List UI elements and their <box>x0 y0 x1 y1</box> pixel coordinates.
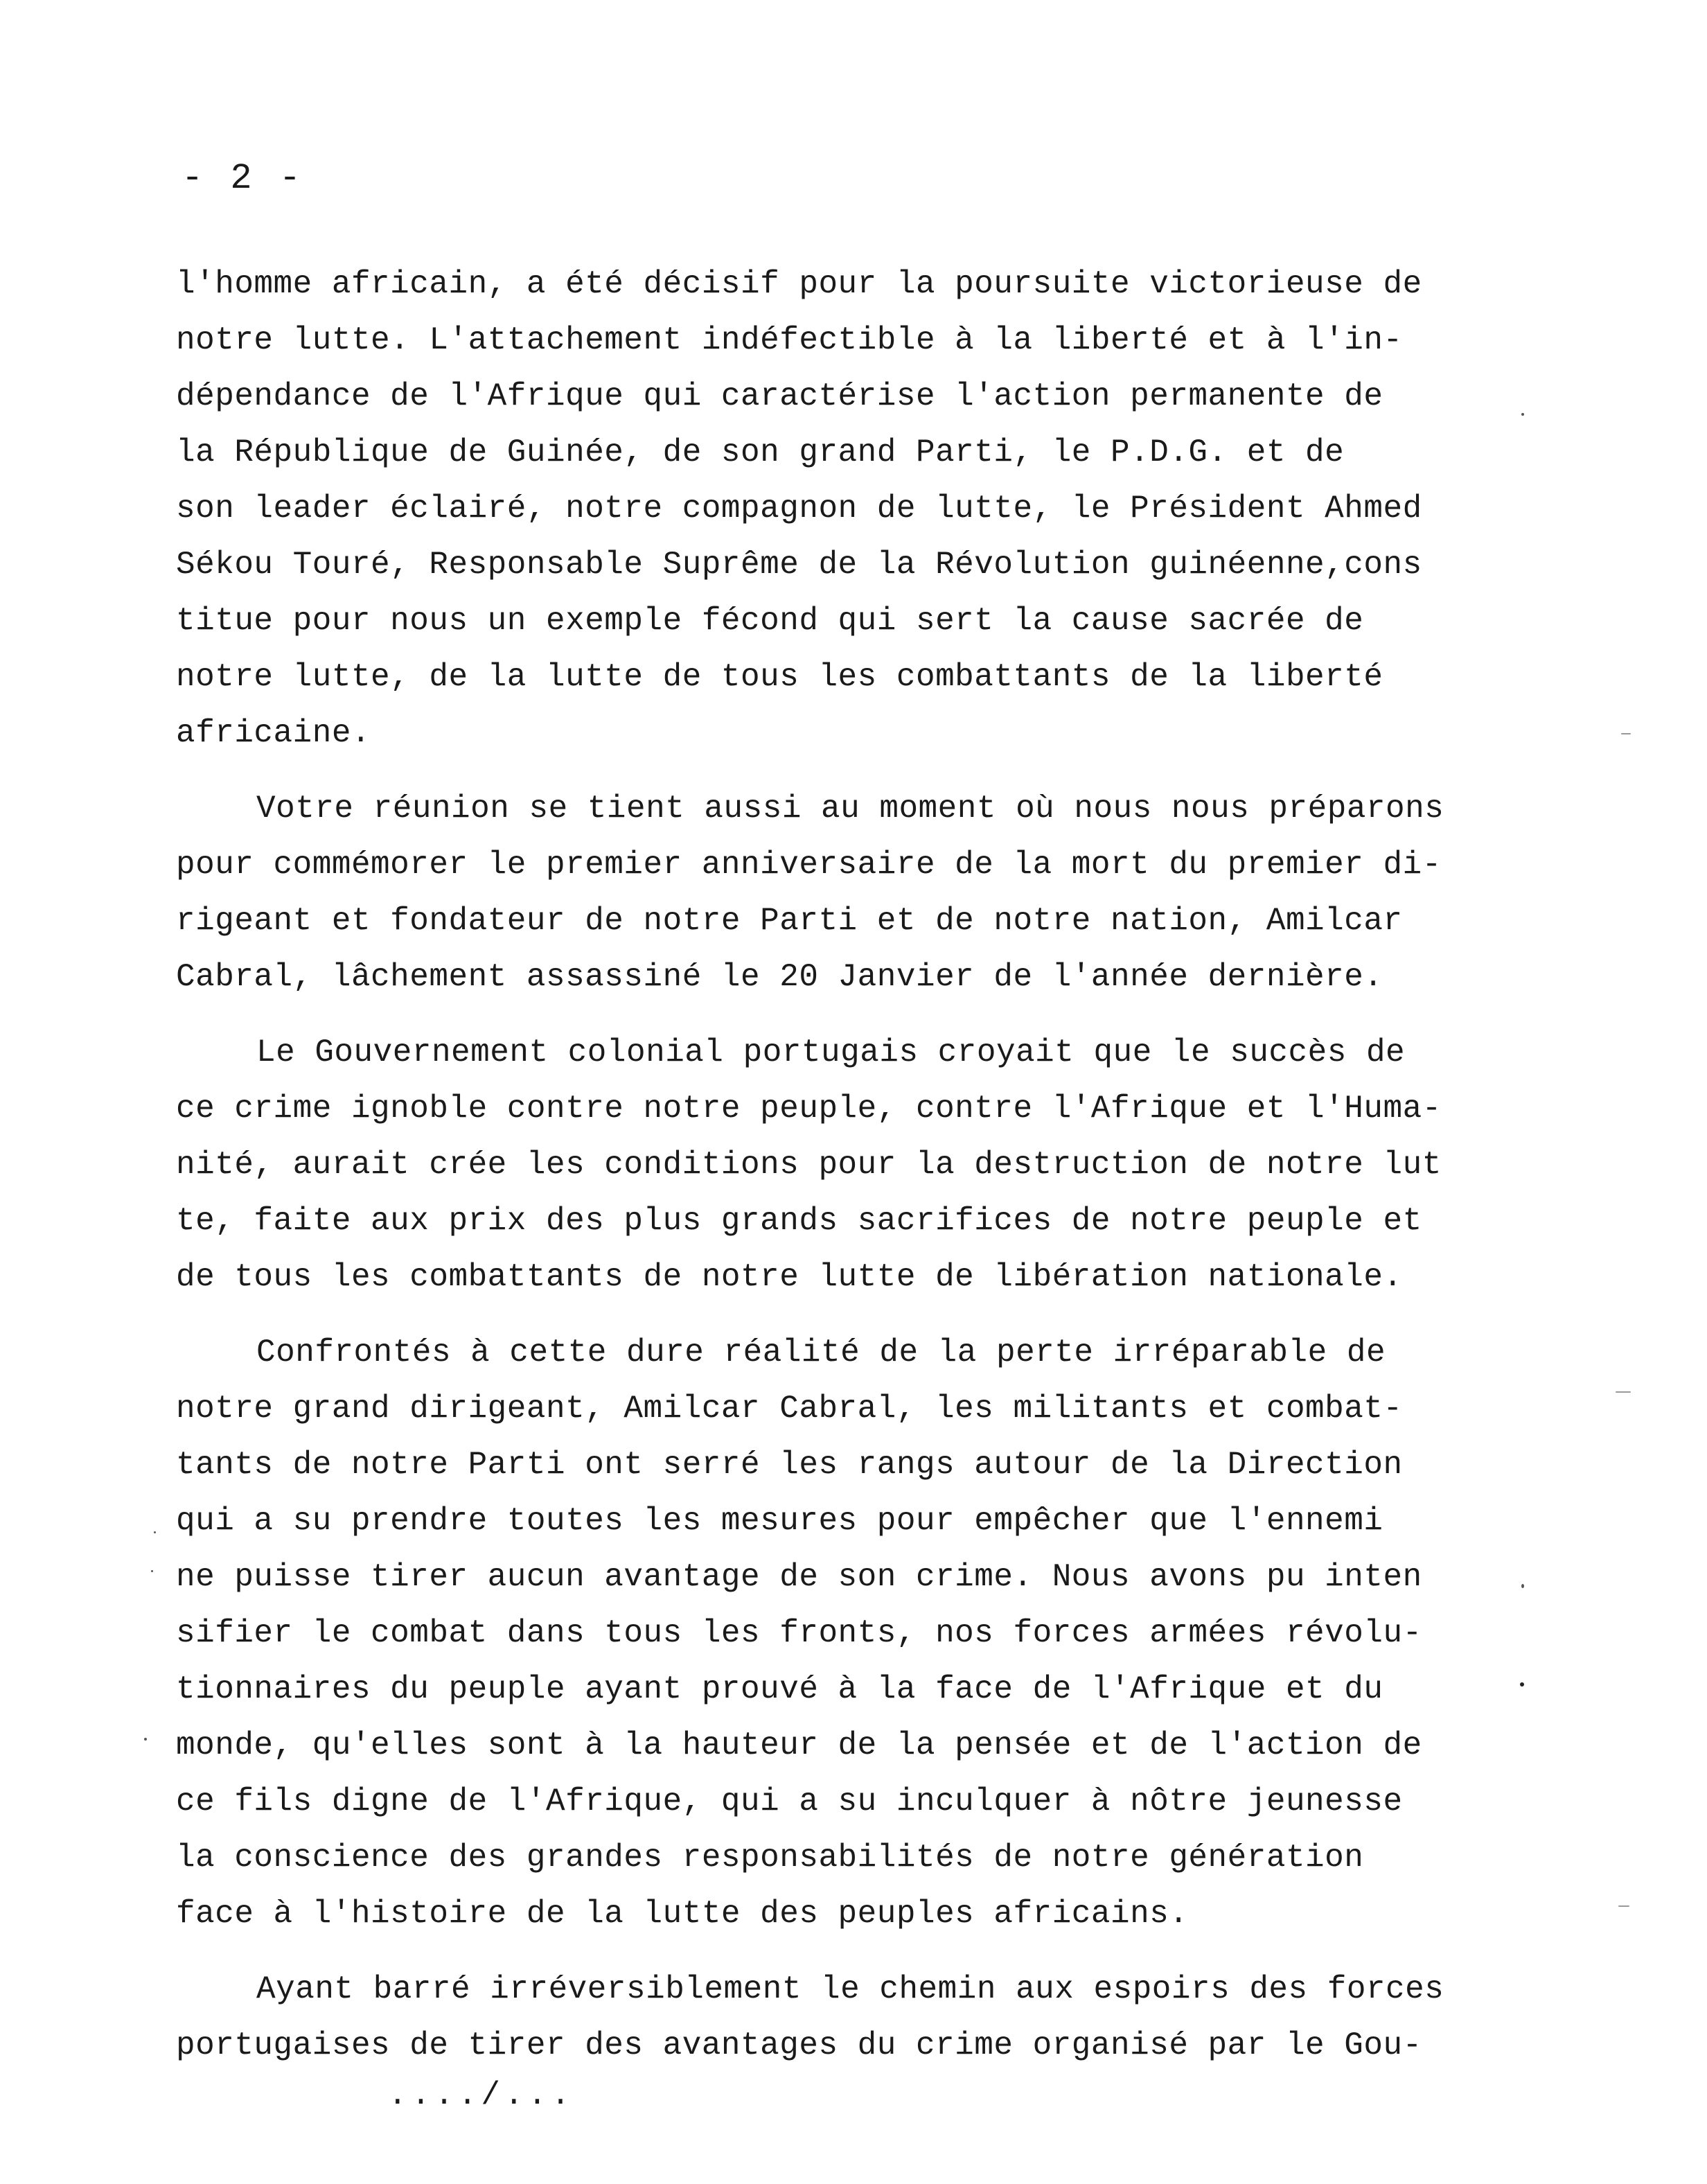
text-line: Sékou Touré, Responsable Suprême de la Révolution guinéenne,cons <box>176 547 1422 583</box>
text-line: qui a su prendre toutes les mesures pour empêcher que l'ennemi <box>176 1503 1383 1539</box>
scan-speck <box>1618 1905 1629 1907</box>
paragraph <box>176 1025 1548 1305</box>
paragraph-gap <box>176 1942 1548 1962</box>
text-line: sifier le combat dans tous les fronts, nos forces armées révolu- <box>176 1615 1422 1651</box>
text-line: te, faite aux prix des plus grands sacrifices de notre peuple et <box>176 1203 1422 1239</box>
text-line: Confrontés à cette dure réalité de la perte irréparable de <box>256 1335 1386 1371</box>
text-line: la République de Guinée, de son grand Parti, le P.D.G. et de <box>176 434 1345 470</box>
scan-speck <box>1521 413 1524 416</box>
paragraph-gap <box>176 1305 1548 1325</box>
scan-speck <box>1520 1682 1524 1687</box>
text-line: tants de notre Parti ont serré les rangs autour de la Direction <box>176 1447 1403 1483</box>
text-line: son leader éclairé, notre compagnon de lutte, le Président Ahmed <box>176 491 1422 527</box>
text-line: Cabral, lâchement assassiné le 20 Janvier de l'année dernière. <box>176 959 1383 995</box>
text-line: notre lutte, de la lutte de tous les combattants de la liberté <box>176 659 1383 695</box>
paragraph-gap <box>176 761 1548 781</box>
text-line: portugaises de tirer des avantages du crime organisé par le Gou- <box>176 2027 1422 2063</box>
text-line: la conscience des grandes responsabilités de notre génération <box>176 1840 1364 1876</box>
paragraph <box>176 1325 1548 1942</box>
scan-speck <box>1616 1391 1631 1393</box>
text-line: ce crime ignoble contre notre peuple, contre l'Afrique et l'Huma- <box>176 1091 1442 1127</box>
scan-speck <box>1621 733 1631 734</box>
body-text <box>176 256 1548 2074</box>
text-line: face à l'histoire de la lutte des peuples africains. <box>176 1896 1189 1932</box>
text-line: ce fils digne de l'Afrique, qui a su inculquer à nôtre jeunesse <box>176 1784 1403 1820</box>
text-line: l'homme africain, a été décisif pour la poursuite victorieuse de <box>176 266 1422 302</box>
scan-speck <box>1521 1584 1524 1588</box>
text-line: notre grand dirigeant, Amilcar Cabral, les militants et combat- <box>176 1391 1403 1427</box>
text-line: Votre réunion se tient aussi au moment où nous nous préparons <box>256 791 1444 827</box>
paragraph <box>176 256 1548 761</box>
text-line: ne puisse tirer aucun avantage de son crime. Nous avons pu inten <box>176 1559 1422 1595</box>
continuation-marker: ..../... <box>388 2077 574 2113</box>
text-line: monde, qu'elles sont à la hauteur de la pensée et de l'action de <box>176 1727 1422 1763</box>
text-line: rigeant et fondateur de notre Parti et de notre nation, Amilcar <box>176 903 1403 939</box>
scan-speck <box>144 1738 147 1741</box>
paragraph-gap <box>176 1005 1548 1025</box>
scan-speck <box>151 1570 153 1572</box>
text-line: africaine. <box>176 715 371 751</box>
text-line: Le Gouvernement colonial portugais croyait que le succès de <box>256 1034 1406 1071</box>
paragraph <box>176 781 1548 1005</box>
text-line: titue pour nous un exemple fécond qui sert la cause sacrée de <box>176 603 1364 639</box>
text-line: pour commémorer le premier anniversaire de la mort du premier di- <box>176 847 1442 883</box>
scan-speck <box>154 1531 156 1533</box>
text-line: dépendance de l'Afrique qui caractérise l'action permanente de <box>176 378 1383 414</box>
text-line: Ayant barré irréversiblement le chemin aux espoirs des forces <box>256 1971 1444 2007</box>
page-number: - 2 - <box>182 158 304 199</box>
text-line: notre lutte. L'attachement indéfectible à la liberté et à l'in- <box>176 322 1403 358</box>
text-line: tionnaires du peuple ayant prouvé à la face de l'Afrique et du <box>176 1671 1383 1707</box>
paragraph <box>176 1962 1548 2074</box>
text-line: de tous les combattants de notre lutte de libération nationale. <box>176 1259 1403 1295</box>
text-line: nité, aurait crée les conditions pour la destruction de notre lut <box>176 1147 1442 1183</box>
